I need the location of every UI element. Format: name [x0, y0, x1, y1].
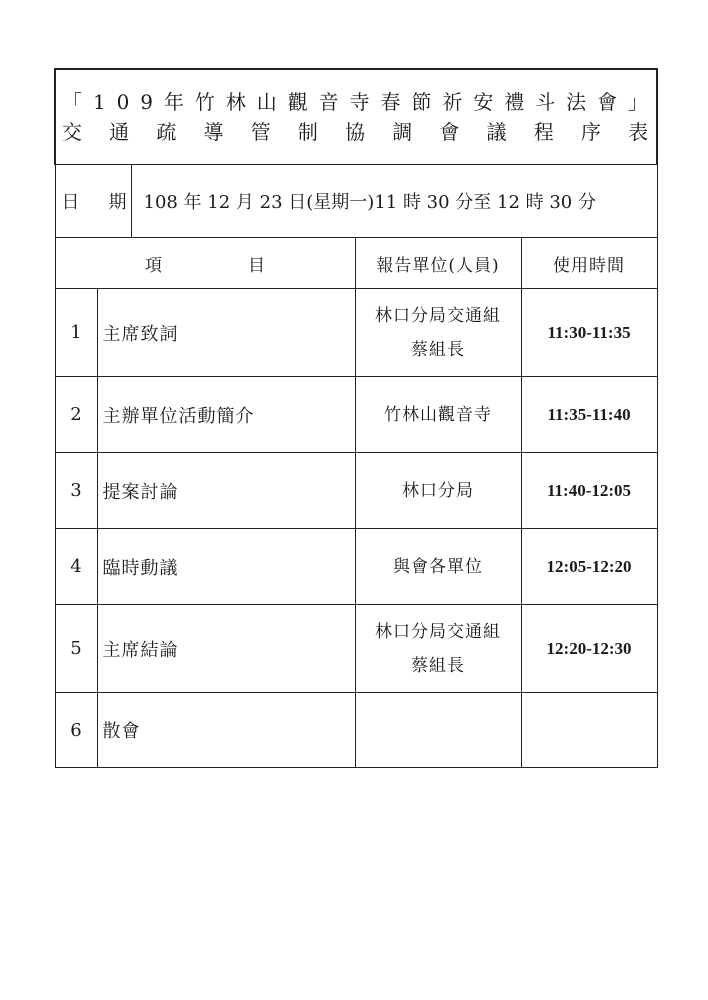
title-char: 疏 [156, 120, 177, 144]
title-char: 音 [318, 90, 339, 114]
title-char: 春 [380, 90, 401, 114]
title-char: 」 [628, 90, 649, 114]
row-time [521, 693, 657, 768]
row-item: 主席結論 [97, 605, 355, 693]
title-char: 禮 [504, 90, 525, 114]
row-unit-line: 竹林山觀音寺 [384, 404, 492, 425]
agenda-table [54, 68, 658, 768]
title-row [55, 69, 657, 165]
title-char: 竹 [194, 90, 215, 114]
header-item-label [56, 251, 355, 276]
row-number: 5 [55, 605, 97, 693]
row-unit [355, 289, 521, 377]
row-number: 3 [55, 453, 97, 529]
title-char: 觀 [287, 90, 308, 114]
row-unit-line: 林口分局交通組 [375, 305, 501, 326]
title-char: 導 [203, 120, 224, 144]
title-char: 表 [628, 120, 649, 144]
row-time: 11:30-11:35 [521, 289, 657, 377]
row-unit [355, 529, 521, 605]
row-unit [355, 605, 521, 693]
row-time: 12:05-12:20 [521, 529, 657, 605]
title-char: 調 [392, 120, 413, 144]
row-item: 散會 [97, 693, 355, 768]
row-number: 6 [55, 693, 97, 768]
header-item [55, 238, 355, 289]
table-row [55, 529, 657, 605]
row-unit-line: 蔡組長 [411, 655, 465, 676]
title-char: 通 [109, 120, 130, 144]
row-unit [355, 453, 521, 529]
title-char: 祈 [442, 90, 463, 114]
row-time: 12:20-12:30 [521, 605, 657, 693]
table-header-row [55, 238, 657, 289]
title-line-2 [56, 117, 656, 147]
row-unit [355, 693, 521, 768]
title-char: 制 [297, 120, 318, 144]
title-char: 會 [439, 120, 460, 144]
header-item-char: 項 [145, 255, 162, 276]
table-row [55, 289, 657, 377]
row-item: 提案討論 [97, 453, 355, 529]
row-unit-line: 與會各單位 [393, 556, 483, 577]
date-label-char: 期 [108, 192, 127, 213]
date-row [55, 165, 657, 238]
row-number: 2 [55, 377, 97, 453]
title-char: 協 [345, 120, 366, 144]
date-label [56, 188, 131, 214]
row-time: 11:40-12:05 [521, 453, 657, 529]
date-label-cell [55, 165, 131, 238]
table-row [55, 377, 657, 453]
title-char: 法 [566, 90, 587, 114]
title-line-1 [56, 87, 656, 117]
header-time: 使用時間 [521, 238, 657, 289]
title-char: 會 [597, 90, 618, 114]
title-char: 安 [473, 90, 494, 114]
row-unit-line: 林口分局 [402, 480, 474, 501]
title-char: 山 [256, 90, 277, 114]
title-char: 程 [533, 120, 554, 144]
title-char: 9 [140, 90, 154, 114]
row-item: 臨時動議 [97, 529, 355, 605]
title-char: 節 [411, 90, 432, 114]
title-char: 寺 [349, 90, 370, 114]
row-item: 主席致詞 [97, 289, 355, 377]
table-row [55, 605, 657, 693]
date-value: 108 年 12 月 23 日(星期一)11 時 30 分至 12 時 30 分 [143, 192, 596, 213]
title-char: 「 [62, 90, 82, 114]
date-label-char: 日 [61, 192, 80, 213]
title-char: 斗 [535, 90, 556, 114]
row-unit-line: 林口分局交通組 [375, 621, 501, 642]
header-unit: 報告單位(人員) [355, 238, 521, 289]
table-row [55, 693, 657, 768]
row-unit [355, 377, 521, 453]
document-title [55, 69, 657, 165]
title-char: 年 [163, 90, 184, 114]
title-char: 1 [92, 90, 106, 114]
row-number: 4 [55, 529, 97, 605]
row-item: 主辦單位活動簡介 [97, 377, 355, 453]
row-time: 11:35-11:40 [521, 377, 657, 453]
title-char: 林 [225, 90, 246, 114]
row-number: 1 [55, 289, 97, 377]
table-row [55, 453, 657, 529]
title-char: 議 [486, 120, 507, 144]
title-char: 序 [580, 120, 601, 144]
title-char: 0 [116, 90, 130, 114]
header-item-char: 目 [248, 255, 265, 276]
title-char: 交 [62, 120, 82, 144]
title-char: 管 [250, 120, 271, 144]
date-value-cell [131, 165, 657, 238]
row-unit-line: 蔡組長 [411, 339, 465, 360]
